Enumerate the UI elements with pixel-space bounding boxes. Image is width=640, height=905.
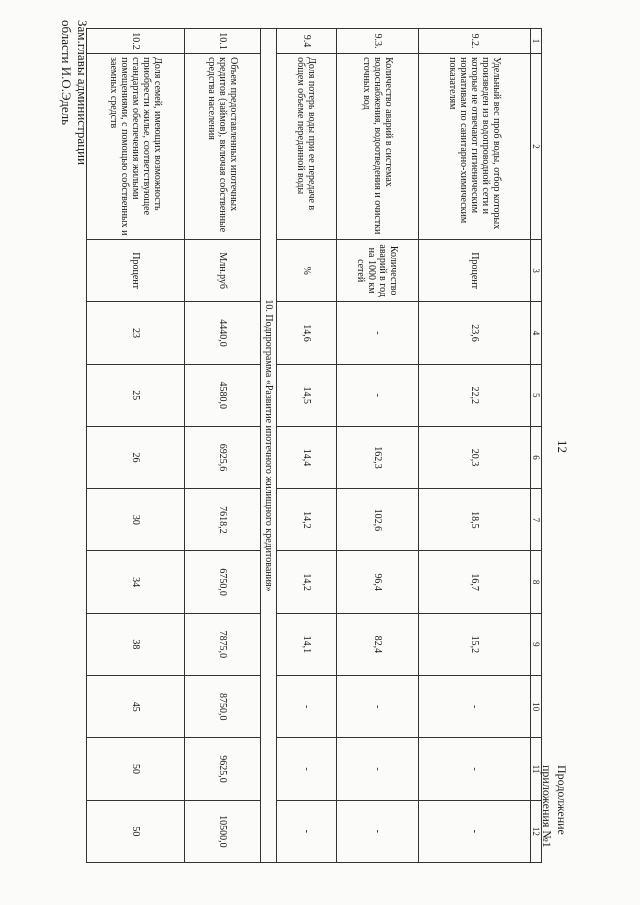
value-cell: 50 — [87, 800, 185, 862]
value-cell: 22,2 — [419, 364, 531, 426]
value-cell: - — [277, 800, 337, 862]
header-cell: 5 — [531, 364, 542, 426]
value-cell: 10500,0 — [185, 800, 261, 862]
indicator-description: Объем предоставленных ипотечных кредитов (займов), включая собственные средства населения — [185, 54, 261, 240]
value-cell: - — [277, 738, 337, 800]
value-cell: 96,4 — [337, 551, 419, 613]
value-cell: 14,2 — [277, 551, 337, 613]
unit-cell: Млн.руб — [185, 240, 261, 302]
signature-block — [58, 20, 90, 165]
header-row — [531, 29, 542, 863]
value-cell: 4440,0 — [185, 302, 261, 364]
value-cell: 14,6 — [277, 302, 337, 364]
table-row — [337, 29, 419, 863]
value-cell: 14,2 — [277, 489, 337, 551]
header-cell: 4 — [531, 302, 542, 364]
value-cell: 30 — [87, 489, 185, 551]
table-row — [277, 29, 337, 863]
unit-cell: % — [277, 240, 337, 302]
header-cell: 8 — [531, 551, 542, 613]
value-cell: 6750,0 — [185, 551, 261, 613]
header-cell: 10 — [531, 676, 542, 738]
header-cell: 1 — [531, 29, 542, 54]
subprogram-row — [261, 29, 277, 863]
row-number: 10.2 — [87, 29, 185, 54]
value-cell: 102,6 — [337, 489, 419, 551]
value-cell: 162,3 — [337, 426, 419, 488]
value-cell: - — [337, 676, 419, 738]
value-cell: 9625,0 — [185, 738, 261, 800]
rotated-content — [60, 0, 580, 870]
header-cell: 3 — [531, 240, 542, 302]
row-number: 10.1 — [185, 29, 261, 54]
value-cell: 20,3 — [419, 426, 531, 488]
value-cell: 50 — [87, 738, 185, 800]
value-cell: 45 — [87, 676, 185, 738]
value-cell: - — [337, 302, 419, 364]
table-row — [419, 29, 531, 863]
unit-cell: Количество аварий в год на 1000 км сетей — [337, 240, 419, 302]
table-row — [87, 29, 185, 863]
header-cell: 12 — [531, 800, 542, 862]
unit-cell: Процент — [87, 240, 185, 302]
table-row — [185, 29, 261, 863]
value-cell: 23 — [87, 302, 185, 364]
value-cell: 7618,2 — [185, 489, 261, 551]
header-cell: 6 — [531, 426, 542, 488]
page-number: 12 — [555, 440, 570, 453]
value-cell: 26 — [87, 426, 185, 488]
indicators-table — [86, 28, 542, 863]
indicator-description: Удельный вес проб воды, отбор которых произведен из водопроводной сети и которые не отвечают гигиеническим нормативам по санитарно-химическим показателям — [419, 54, 531, 240]
header-cell: 2 — [531, 54, 542, 240]
indicator-description: Количество аварий в системах водоснабжения, водоотведения и очистки сточных вод — [337, 54, 419, 240]
subprogram-title: 10. Подпрограмма «Развитие ипотечного жилищного кредитования» — [261, 29, 277, 863]
row-number: 9.2. — [419, 29, 531, 54]
appendix-label: Продолжение приложения №1 — [540, 765, 569, 848]
value-cell: 4580,0 — [185, 364, 261, 426]
value-cell: 25 — [87, 364, 185, 426]
value-cell: - — [337, 738, 419, 800]
indicator-description: Доля потерь воды при ее передаче в общем объеме переданной воды — [277, 54, 337, 240]
value-cell: 34 — [87, 551, 185, 613]
header-cell: 11 — [531, 738, 542, 800]
row-number: 9.4 — [277, 29, 337, 54]
value-cell: 14,4 — [277, 426, 337, 488]
signature-line-1: Зам.главы администрации — [75, 20, 90, 166]
value-cell: 14,5 — [277, 364, 337, 426]
value-cell: - — [419, 676, 531, 738]
value-cell: - — [337, 364, 419, 426]
indicator-description: Доля семей, имеющих возможность приобрести жилье, соответствующее стандартам обеспечения жилыми помещениями, с помощью собственных и заемных средств — [87, 54, 185, 240]
value-cell: 82,4 — [337, 613, 419, 675]
value-cell: 8750,0 — [185, 676, 261, 738]
value-cell: 7875,0 — [185, 613, 261, 675]
value-cell: 16,7 — [419, 551, 531, 613]
row-number: 9.3. — [337, 29, 419, 54]
unit-cell: Процент — [419, 240, 531, 302]
signature-line-2: области И.О.Эдель — [59, 20, 74, 126]
value-cell: - — [337, 800, 419, 862]
value-cell: - — [277, 676, 337, 738]
value-cell: - — [419, 738, 531, 800]
value-cell: 18,5 — [419, 489, 531, 551]
value-cell: 23,6 — [419, 302, 531, 364]
value-cell: 14,1 — [277, 613, 337, 675]
header-cell: 7 — [531, 489, 542, 551]
value-cell: 6925,6 — [185, 426, 261, 488]
value-cell: - — [419, 800, 531, 862]
value-cell: 15,2 — [419, 613, 531, 675]
value-cell: 38 — [87, 613, 185, 675]
header-cell: 9 — [531, 613, 542, 675]
